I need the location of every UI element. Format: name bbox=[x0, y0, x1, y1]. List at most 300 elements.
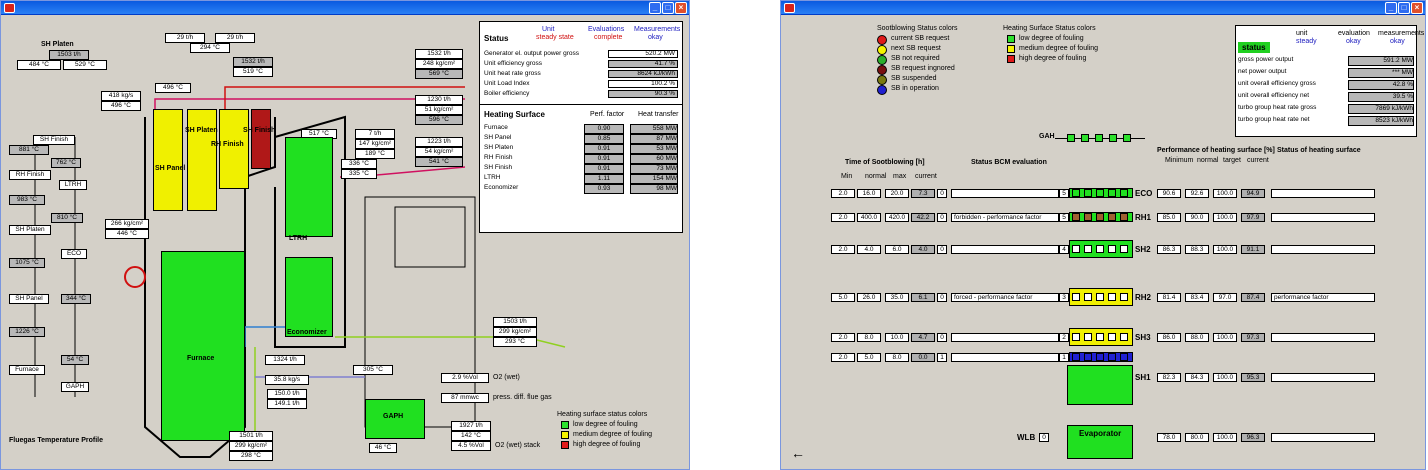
top-value-23: 266 kg/cm² bbox=[105, 219, 149, 229]
back-arrow-icon[interactable]: ← bbox=[791, 445, 805, 461]
bottom-value-13: 46 °C bbox=[369, 443, 397, 453]
profile-label-sh-panel: SH Panel bbox=[9, 294, 49, 304]
right-status-row-value: 7869 kJ/kWh bbox=[1348, 104, 1414, 114]
sb-time-cell: 0.0 bbox=[911, 353, 935, 362]
legend-low: low degree of fouling bbox=[573, 421, 638, 428]
component-economizer: Economizer bbox=[287, 329, 327, 336]
hs-row-pf: 1.11 bbox=[584, 174, 624, 184]
legend-swatch-low bbox=[561, 421, 569, 429]
close-button-right[interactable]: × bbox=[1411, 2, 1423, 14]
gah-square bbox=[1081, 134, 1089, 142]
minimize-button[interactable]: _ bbox=[649, 2, 661, 14]
right-status-row-value: 42.8 % bbox=[1348, 80, 1414, 90]
status-hs-cell bbox=[1271, 189, 1375, 198]
minimize-button-right[interactable]: _ bbox=[1385, 2, 1397, 14]
hs-row-name: SH Panel bbox=[484, 134, 512, 141]
sb-surface-name: RH2 bbox=[1135, 293, 1152, 302]
component-ltrh: LTRH bbox=[289, 235, 308, 242]
sb-time-cell: 400.0 bbox=[857, 213, 881, 222]
hs-row-ht: 98 MW bbox=[630, 184, 678, 194]
hs-row-name: LTRH bbox=[484, 174, 501, 181]
perf-cell: 95.3 bbox=[1241, 373, 1265, 382]
sh1-surface bbox=[1067, 365, 1133, 405]
right-status-meas-val: okay bbox=[1390, 38, 1405, 45]
status-row: Unit efficiency gross 41.7 % bbox=[484, 60, 678, 69]
top-value-9: 248 kg/cm² bbox=[415, 59, 463, 69]
profile-label-sh-finish: SH Finish bbox=[33, 135, 75, 145]
sb-surface-square bbox=[1120, 189, 1128, 197]
perf-cell: 100.0 bbox=[1213, 433, 1237, 442]
status-row: Boiler efficiency 90.3 % bbox=[484, 90, 678, 99]
sb-bcm-cell bbox=[951, 333, 1059, 342]
furnace-surface bbox=[161, 251, 245, 441]
sb-surface-name: ECO bbox=[1135, 189, 1153, 198]
app-icon-right bbox=[784, 3, 795, 13]
sh-panel-surface bbox=[153, 109, 186, 211]
profile-value-sh-finish: 881 °C bbox=[9, 145, 49, 155]
perf-col-target: target bbox=[1223, 157, 1241, 164]
sb-surface-square bbox=[1072, 213, 1080, 221]
sh-platen-title: SH Platen bbox=[41, 41, 74, 48]
perf-cell: 84.3 bbox=[1185, 373, 1209, 382]
boiler-canvas bbox=[5, 17, 685, 467]
hs-legend-high-swatch bbox=[1007, 55, 1015, 63]
sb-number-cell: 5 bbox=[1059, 189, 1069, 198]
sb-surface-square bbox=[1096, 293, 1104, 301]
hs-row-pf: 0.91 bbox=[584, 164, 624, 174]
component-furnace: Furnace bbox=[187, 355, 215, 362]
perf-cell: 80.0 bbox=[1185, 433, 1209, 442]
component-sh-platen: SH Platen bbox=[185, 127, 218, 134]
sb-number-cell: 1 bbox=[1059, 353, 1069, 362]
top-value-12: 51 kg/cm² bbox=[415, 105, 463, 115]
title-bar bbox=[1, 1, 689, 15]
hs-legend-medium-swatch bbox=[1007, 45, 1015, 53]
top-value-1: 29 t/h bbox=[215, 33, 255, 43]
status-hs-cell bbox=[1271, 373, 1375, 382]
top-value-3: 1532 t/h bbox=[233, 57, 273, 67]
sb-time-cell: 2.0 bbox=[831, 245, 855, 254]
status-row: Unit Load Index 100.2 % bbox=[484, 80, 678, 89]
sb-time-cell: 5.0 bbox=[831, 293, 855, 302]
top-value-14: 1223 t/h bbox=[415, 137, 463, 147]
right-status-row-value: 8523 kJ/kWh bbox=[1348, 116, 1414, 126]
perf-cell: 97.3 bbox=[1241, 333, 1265, 342]
bottom-value-3: 150.0 t/h bbox=[267, 389, 307, 399]
perf-col-min: Minimum bbox=[1165, 157, 1194, 164]
sb-time-cell: 16.0 bbox=[857, 189, 881, 198]
sb-time-cell: 2.0 bbox=[831, 353, 855, 362]
sb-time-cell: 4.7 bbox=[911, 333, 935, 342]
top-value-22: 335 °C bbox=[341, 169, 377, 179]
perf-title: Performance of heating surface [%] bbox=[1157, 147, 1275, 154]
sb-count-cell: 0 bbox=[937, 213, 947, 222]
sb-surface-square bbox=[1120, 333, 1128, 341]
perf-cell: 82.3 bbox=[1157, 373, 1181, 382]
sb-surface-square bbox=[1072, 353, 1080, 361]
hs-row-ht: 53 MW bbox=[630, 144, 678, 154]
sb-legend-title: Sootblowing Status colors bbox=[877, 25, 958, 32]
perf-cell: 96.3 bbox=[1241, 433, 1265, 442]
hs-row-name: RH Finish bbox=[484, 154, 513, 161]
sb-surface-name: SH1 bbox=[1135, 373, 1151, 382]
status-eval-col: Evaluations bbox=[588, 26, 625, 33]
status-hs-cell bbox=[1271, 333, 1375, 342]
top-value-10: 569 °C bbox=[415, 69, 463, 79]
evaporator-label: Evaporator bbox=[1079, 429, 1122, 438]
component-gaph: GAPH bbox=[383, 413, 404, 420]
status-hs-cell bbox=[1271, 245, 1375, 254]
profile-label-sh-platen: SH Platen bbox=[9, 225, 51, 235]
perf-cell: 100.0 bbox=[1213, 213, 1237, 222]
right-status-title: status bbox=[1238, 42, 1270, 53]
right-status-row-value: 39.5 % bbox=[1348, 92, 1414, 102]
status-row: Unit heat rate gross 8624 kJ/kWh bbox=[484, 70, 678, 79]
bottom-value-11: 1927 t/h bbox=[451, 421, 491, 431]
time-title: Time of Sootblowing [h] bbox=[845, 159, 925, 166]
hs-row-pf: 0.91 bbox=[584, 154, 624, 164]
perf-cell: 88.0 bbox=[1185, 333, 1209, 342]
sb-surface-square bbox=[1096, 213, 1104, 221]
divider bbox=[480, 104, 682, 105]
hs-row-pf: 0.93 bbox=[584, 184, 624, 194]
perf-cell: 94.9 bbox=[1241, 189, 1265, 198]
top-value-17: 7 t/h bbox=[355, 129, 395, 139]
sb-surface-square bbox=[1084, 189, 1092, 197]
status-meas-val: okay bbox=[648, 34, 663, 41]
top-value-2: 294 °C bbox=[190, 43, 230, 53]
sb-surface-square bbox=[1108, 353, 1116, 361]
sh-platen-flow: 1503 t/h bbox=[49, 50, 89, 60]
right-status-row-name: unit overall efficiency gross bbox=[1238, 80, 1316, 87]
sb-surface-square bbox=[1108, 333, 1116, 341]
perf-cell: 86.3 bbox=[1157, 245, 1181, 254]
bottom-value-8: 1501 t/h bbox=[229, 431, 273, 441]
sb-legend-item: SB not required bbox=[891, 55, 940, 62]
component-sh-panel: SH Panel bbox=[155, 165, 186, 172]
sb-time-cell: 7.3 bbox=[911, 189, 935, 198]
right-status-row-name: gross power output bbox=[1238, 56, 1294, 63]
right-status-eval-val: okay bbox=[1346, 38, 1361, 45]
status-hs-title: Status of heating surface bbox=[1277, 147, 1361, 154]
perf-cell: 100.0 bbox=[1213, 245, 1237, 254]
sb-legend-item: SB suspended bbox=[891, 75, 937, 82]
sb-time-cell: 10.0 bbox=[885, 333, 909, 342]
sb-surface-square bbox=[1084, 353, 1092, 361]
right-status-eval: evaluation bbox=[1338, 30, 1370, 37]
sb-surface-square bbox=[1108, 213, 1116, 221]
sb-surface-square bbox=[1072, 333, 1080, 341]
sb-number-cell: 4 bbox=[1059, 245, 1069, 254]
sb-surface-square bbox=[1108, 189, 1116, 197]
bottom-value-5: 1503 t/h bbox=[493, 317, 537, 327]
hs-row-name: Economizer bbox=[484, 184, 519, 191]
status-eval-val: complete bbox=[594, 34, 623, 41]
perf-cell: 100.0 bbox=[1213, 189, 1237, 198]
top-value-4: 519 °C bbox=[233, 67, 273, 77]
gah-square bbox=[1123, 134, 1131, 142]
sb-time-cell: 5.0 bbox=[857, 353, 881, 362]
sb-time-cell: 6.0 bbox=[885, 245, 909, 254]
perf-col-current: current bbox=[1247, 157, 1269, 164]
hs-row-pf: 0.91 bbox=[584, 144, 624, 154]
hs-row-name: SH Platen bbox=[484, 144, 514, 151]
component-sh-finish: SH Finish bbox=[243, 127, 276, 134]
hs-row-ht: 60 MW bbox=[630, 154, 678, 164]
sb-bcm-cell: forced - performance factor bbox=[951, 293, 1059, 302]
status-meas-col: Measurements bbox=[634, 26, 681, 33]
perf-cell: 97.9 bbox=[1241, 213, 1265, 222]
maximize-button[interactable]: □ bbox=[662, 2, 674, 14]
hs-row-ht: 558 MW bbox=[630, 124, 678, 134]
o2-stack-label: O2 (wet) stack bbox=[495, 442, 541, 449]
profile-value-sh-platen: 810 °C bbox=[51, 213, 83, 223]
sb-time-cell: 4.0 bbox=[911, 245, 935, 254]
bottom-value-2: 35.8 kg/s bbox=[265, 375, 309, 385]
hs-row-pf: 0.90 bbox=[584, 124, 624, 134]
sb-surface-square bbox=[1120, 245, 1128, 253]
bottom-value-9: 299 kg/cm² bbox=[229, 441, 273, 451]
sb-legend-item: SB request ingnored bbox=[891, 65, 955, 72]
top-value-21: 336 °C bbox=[341, 159, 377, 169]
bottom-value-6: 299 kg/cm² bbox=[493, 327, 537, 337]
boiler-overview-window bbox=[0, 0, 690, 470]
perf-cell: 90.6 bbox=[1157, 189, 1181, 198]
perf-cell: 90.0 bbox=[1185, 213, 1209, 222]
sb-time-cell: 2.0 bbox=[831, 333, 855, 342]
o2-wet-label: O2 (wet) bbox=[493, 374, 520, 381]
status-unit-col: Unit bbox=[542, 26, 555, 33]
sb-time-cell: 2.0 bbox=[831, 189, 855, 198]
bottom-value-1: 305 °C bbox=[353, 365, 393, 375]
right-status-meas: measurements bbox=[1378, 30, 1425, 37]
right-status-row-name: turbo group heat rate gross bbox=[1238, 104, 1317, 111]
sb-legend-item: current SB request bbox=[891, 35, 950, 42]
profile-value-rh-finish: 762 °C bbox=[51, 158, 81, 168]
hs-legend-medium: medium degree of fouling bbox=[1019, 45, 1098, 52]
sb-legend-dot bbox=[877, 45, 887, 55]
component-rh-finish: RH Finish bbox=[211, 141, 244, 148]
sb-count-cell: 0 bbox=[937, 189, 947, 198]
press-diff-label: press. diff. flue gas bbox=[493, 394, 552, 401]
perf-cell: 85.0 bbox=[1157, 213, 1181, 222]
time-col-min: Min bbox=[841, 173, 853, 180]
legend-swatch-medium bbox=[561, 431, 569, 439]
hs-row-name: SH Finish bbox=[484, 164, 513, 171]
sb-count-cell: 0 bbox=[1039, 433, 1049, 442]
sb-time-cell: 6.1 bbox=[911, 293, 935, 302]
sootblowing-window bbox=[780, 0, 1426, 470]
bottom-value-10: 298 °C bbox=[229, 451, 273, 461]
legend-high: high degree of fouling bbox=[573, 441, 641, 448]
gah-square bbox=[1067, 134, 1075, 142]
hs-row-name: Furnace bbox=[484, 124, 508, 131]
top-value-7: 496 °C bbox=[101, 101, 141, 111]
rh-finish-surface bbox=[219, 109, 249, 189]
status-panel bbox=[479, 21, 683, 233]
sb-bcm-cell bbox=[951, 245, 1059, 254]
gah-square bbox=[1095, 134, 1103, 142]
sb-surface-square bbox=[1096, 333, 1104, 341]
sb-time-cell: 8.0 bbox=[857, 333, 881, 342]
profile-label-ltrh: LTRH bbox=[59, 180, 87, 190]
sb-time-cell: 8.0 bbox=[885, 353, 909, 362]
sb-count-cell: 0 bbox=[937, 333, 947, 342]
profile-title: Fluegas Temperature Profile bbox=[9, 437, 104, 444]
sb-count-cell: 1 bbox=[937, 353, 947, 362]
sb-surface-square bbox=[1096, 245, 1104, 253]
status-hs-cell: performance factor bbox=[1271, 293, 1375, 302]
sb-legend-dot bbox=[877, 85, 887, 95]
o2-wet-value: 2.9 %Vol bbox=[441, 373, 489, 383]
sb-surface-square bbox=[1120, 293, 1128, 301]
bottom-value-4: 149.1 t/h bbox=[267, 399, 307, 409]
sb-time-cell: 35.0 bbox=[885, 293, 909, 302]
sb-surface-name: WLB bbox=[1017, 433, 1036, 442]
right-status-unit: unit bbox=[1296, 30, 1308, 37]
hs-row-pf: 0.85 bbox=[584, 134, 624, 144]
sb-legend-item: SB in operation bbox=[891, 85, 939, 92]
sb-time-cell: 42.2 bbox=[911, 213, 935, 222]
sb-bcm-cell bbox=[951, 353, 1059, 362]
right-status-unit-val: steady bbox=[1296, 38, 1317, 45]
sb-time-cell: 20.0 bbox=[885, 189, 909, 198]
status-unit-val: steady state bbox=[536, 34, 574, 41]
perf-cell: 97.0 bbox=[1213, 293, 1237, 302]
sb-count-cell: 0 bbox=[937, 245, 947, 254]
right-status-row-value: 591.2 MW bbox=[1348, 56, 1414, 66]
legend-title: Heating surface status colors bbox=[557, 411, 648, 418]
top-value-15: 54 kg/cm² bbox=[415, 147, 463, 157]
sb-surface-square bbox=[1084, 293, 1092, 301]
sb-time-cell: 2.0 bbox=[831, 213, 855, 222]
profile-label-eco: ECO bbox=[61, 249, 87, 259]
top-value-13: 596 °C bbox=[415, 115, 463, 125]
profile-value-gaph: 54 °C bbox=[61, 355, 89, 365]
legend-medium: medium degree of fouling bbox=[573, 431, 652, 438]
sh-finish-surface bbox=[251, 109, 271, 169]
perf-cell: 100.0 bbox=[1213, 373, 1237, 382]
ltrh-surface bbox=[285, 137, 333, 237]
sb-legend-dot bbox=[877, 75, 887, 85]
sootblow-canvas bbox=[785, 17, 1425, 467]
sb-number-cell: 3 bbox=[1059, 293, 1069, 302]
bottom-value-12: 142 °C bbox=[451, 431, 491, 441]
profile-value-ltrh: 983 °C bbox=[9, 195, 45, 205]
gah-label: GAH bbox=[1039, 133, 1055, 140]
top-value-8: 1532 t/h bbox=[415, 49, 463, 59]
top-value-16: 541 °C bbox=[415, 157, 463, 167]
sb-legend-dot bbox=[877, 35, 887, 45]
sh-platen-t1: 484 °C bbox=[17, 60, 61, 70]
time-col-normal: normal bbox=[865, 173, 887, 180]
perf-cell: 88.3 bbox=[1185, 245, 1209, 254]
hs-row-ht: 73 MW bbox=[630, 164, 678, 174]
sb-time-cell: 420.0 bbox=[885, 213, 909, 222]
sb-count-cell: 0 bbox=[937, 293, 947, 302]
top-value-19: 189 °C bbox=[355, 149, 395, 159]
sb-surface-square bbox=[1108, 293, 1116, 301]
hs-row-ht: 87 MW bbox=[630, 134, 678, 144]
top-value-5: 496 °C bbox=[155, 83, 191, 93]
top-value-24: 446 °C bbox=[105, 229, 149, 239]
perf-cell: 100.0 bbox=[1213, 333, 1237, 342]
press-diff-value: 87 mmwc bbox=[441, 393, 489, 403]
sb-surface-name: SH2 bbox=[1135, 245, 1151, 254]
o2-stack-value: 4.5 %Vol bbox=[451, 441, 491, 451]
right-status-row-value: *** MW bbox=[1348, 68, 1414, 78]
app-icon bbox=[4, 3, 15, 13]
hs-legend-high: high degree of fouling bbox=[1019, 55, 1087, 62]
sb-bcm-cell: forbidden - performance factor bbox=[951, 213, 1059, 222]
right-status-row-name: net power output bbox=[1238, 68, 1287, 75]
status-hs-cell bbox=[1271, 213, 1375, 222]
hs-title: Heating Surface bbox=[484, 110, 545, 119]
sb-surface-square bbox=[1096, 189, 1104, 197]
sb-legend-dot bbox=[877, 55, 887, 65]
sb-surface-square bbox=[1108, 245, 1116, 253]
status-row: Generator el. output power gross 520.2 MW bbox=[484, 50, 678, 59]
maximize-button-right[interactable]: □ bbox=[1398, 2, 1410, 14]
perf-cell: 81.4 bbox=[1157, 293, 1181, 302]
sb-surface-square bbox=[1072, 293, 1080, 301]
top-value-0: 29 t/h bbox=[165, 33, 205, 43]
sb-legend-item: next SB request bbox=[891, 45, 941, 52]
sb-surface-square bbox=[1072, 245, 1080, 253]
sb-time-cell: 26.0 bbox=[857, 293, 881, 302]
perf-cell: 87.4 bbox=[1241, 293, 1265, 302]
perf-cell: 91.1 bbox=[1241, 245, 1265, 254]
hs-legend-low-swatch bbox=[1007, 35, 1015, 43]
sb-surface-square bbox=[1096, 353, 1104, 361]
sh-platen-t2: 529 °C bbox=[63, 60, 107, 70]
hs-row-ht: 154 MW bbox=[630, 174, 678, 184]
perf-col-normal: normal bbox=[1197, 157, 1219, 164]
hs-ht-col: Heat transfer bbox=[638, 111, 679, 118]
profile-value-sh-panel: 344 °C bbox=[61, 294, 91, 304]
bottom-value-7: 293 °C bbox=[493, 337, 537, 347]
top-value-18: 147 kg/cm² bbox=[355, 139, 395, 149]
close-button[interactable]: × bbox=[675, 2, 687, 14]
perf-cell: 83.4 bbox=[1185, 293, 1209, 302]
profile-label-gaph: GAPH bbox=[61, 382, 89, 392]
profile-label-rh-finish: RH Finish bbox=[9, 170, 51, 180]
profile-value-eco: 1075 °C bbox=[9, 258, 45, 268]
perf-cell: 78.0 bbox=[1157, 433, 1181, 442]
right-status-row-name: turbo group heat rate net bbox=[1238, 116, 1310, 123]
hs-legend-low: low degree of fouling bbox=[1019, 35, 1084, 42]
right-status-panel bbox=[1235, 25, 1425, 137]
top-value-20: 517 °C bbox=[301, 129, 337, 139]
sb-surface-square bbox=[1084, 333, 1092, 341]
sb-legend-dot bbox=[877, 65, 887, 75]
profile-label-furnace: Furnace bbox=[9, 365, 45, 375]
sb-surface-square bbox=[1120, 353, 1128, 361]
sb-number-cell: 5 bbox=[1059, 213, 1069, 222]
economizer-surface bbox=[285, 257, 333, 337]
sb-surface-name: RH1 bbox=[1135, 213, 1152, 222]
status-hs-cell bbox=[1271, 433, 1375, 442]
time-col-max: max bbox=[893, 173, 907, 180]
sb-surface-square bbox=[1084, 213, 1092, 221]
top-value-6: 418 kg/s bbox=[101, 91, 141, 101]
legend-swatch-high bbox=[561, 441, 569, 449]
status-title: Status bbox=[484, 34, 509, 43]
profile-value-furnace: 1226 °C bbox=[9, 327, 45, 337]
time-col-current: current bbox=[915, 173, 937, 180]
sb-bcm-cell bbox=[951, 189, 1059, 198]
hs-legend-title: Heating Surface Status colors bbox=[1003, 25, 1096, 32]
